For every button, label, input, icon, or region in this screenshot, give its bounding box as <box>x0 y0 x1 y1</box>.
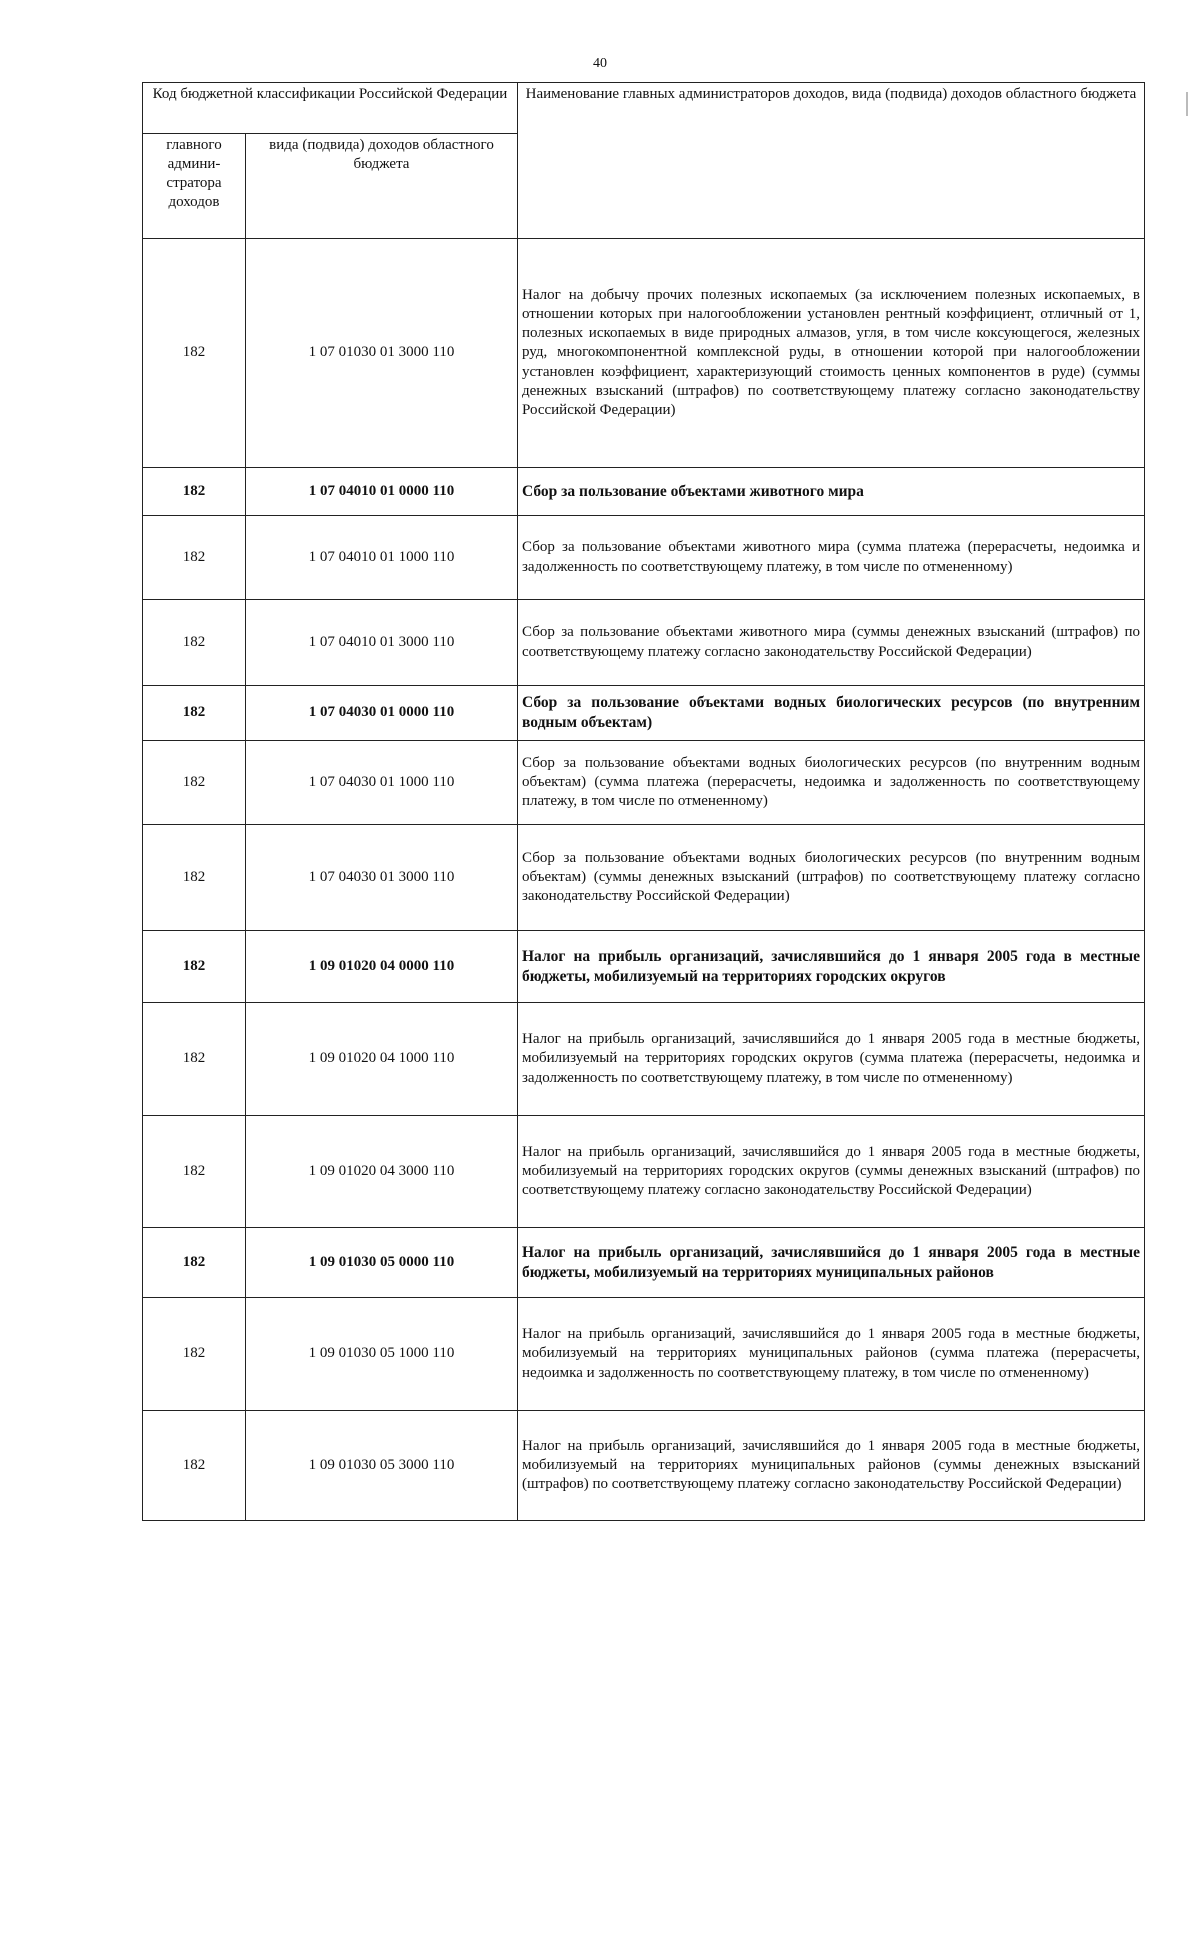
table-row <box>143 931 1145 1003</box>
revenue-code-cell: 1 07 01030 01 3000 110 <box>246 239 518 468</box>
revenue-name-cell: Налог на прибыль организаций, зачислявшийся до 1 января 2005 года в местные бюджеты, мобилизуемый на территориях городских округов <box>518 931 1145 1003</box>
revenue-name-cell: Налог на прибыль организаций, зачислявшийся до 1 января 2005 года в местные бюджеты, мобилизуемый на территориях муниципальных районов (суммы денежных взысканий (штрафов) по соответствующему платежу согласно законодательству Российской Федерации) <box>518 1411 1145 1521</box>
table-row <box>143 1116 1145 1228</box>
revenue-code-cell: 1 07 04010 01 0000 110 <box>246 468 518 516</box>
revenue-name-cell: Сбор за пользование объектами животного мира (суммы денежных взысканий (штрафов) по соответствующему платежу согласно законодательству Российской Федерации) <box>518 600 1145 686</box>
revenue-code-cell: 1 09 01020 04 1000 110 <box>246 1003 518 1116</box>
revenue-code-cell: 1 07 04010 01 3000 110 <box>246 600 518 686</box>
admin-code-cell: 182 <box>143 239 246 468</box>
admin-code-cell: 182 <box>143 741 246 825</box>
admin-code-cell: 182 <box>143 931 246 1003</box>
header-revenue-kind: вида (подвида) доходов областного бюджета <box>246 134 518 239</box>
admin-code-cell: 182 <box>143 1116 246 1228</box>
revenue-code-cell: 1 09 01030 05 1000 110 <box>246 1298 518 1411</box>
table-row <box>143 1298 1145 1411</box>
revenue-name-cell: Сбор за пользование объектами водных биологических ресурсов (по внутренним водным объектам) (сумма платежа (перерасчеты, недоимка и задолженность по соответствующему платежу, в том числе по отмененному) <box>518 741 1145 825</box>
revenue-name-cell: Сбор за пользование объектами водных биологических ресурсов (по внутренним водным объектам) <box>518 686 1145 741</box>
table-row <box>143 468 1145 516</box>
admin-code-cell: 182 <box>143 1411 246 1521</box>
admin-code-cell: 182 <box>143 516 246 600</box>
header-chief-administrator: главного админи-стратора доходов <box>143 134 246 239</box>
admin-code-cell: 182 <box>143 825 246 931</box>
revenue-code-cell: 1 09 01020 04 0000 110 <box>246 931 518 1003</box>
revenue-name-cell: Сбор за пользование объектами водных биологических ресурсов (по внутренним водным объектам) (суммы денежных взысканий (штрафов) по соответствующему платежу согласно законодательству Российской Федерации) <box>518 825 1145 931</box>
admin-code-cell: 182 <box>143 600 246 686</box>
header-administrator-name: Наименование главных администраторов доходов, вида (подвида) доходов областного бюджета <box>518 83 1145 239</box>
revenue-name-cell: Сбор за пользование объектами животного мира <box>518 468 1145 516</box>
admin-code-cell: 182 <box>143 1003 246 1116</box>
revenue-code-cell: 1 09 01030 05 3000 110 <box>246 1411 518 1521</box>
header-budget-classification-code: Код бюджетной классификации Российской Федерации <box>143 83 518 134</box>
revenue-name-cell: Налог на прибыль организаций, зачислявшийся до 1 января 2005 года в местные бюджеты, мобилизуемый на территориях муниципальных районов <box>518 1228 1145 1298</box>
revenue-name-cell: Налог на прибыль организаций, зачислявшийся до 1 января 2005 года в местные бюджеты, мобилизуемый на территориях муниципальных районов (сумма платежа (перерасчеты, недоимка и задолженность по соответствующему платежу, в том числе по отмененному) <box>518 1298 1145 1411</box>
scan-edge-mark <box>1186 92 1188 116</box>
revenue-code-cell: 1 09 01030 05 0000 110 <box>246 1228 518 1298</box>
table-row <box>143 239 1145 468</box>
table-body <box>143 239 1145 1521</box>
revenue-code-cell: 1 07 04030 01 3000 110 <box>246 825 518 931</box>
table-row <box>143 1003 1145 1116</box>
table-row <box>143 741 1145 825</box>
table-row <box>143 516 1145 600</box>
admin-code-cell: 182 <box>143 686 246 741</box>
table-row <box>143 825 1145 931</box>
admin-code-cell: 182 <box>143 1228 246 1298</box>
revenue-name-cell: Налог на прибыль организаций, зачислявшийся до 1 января 2005 года в местные бюджеты, мобилизуемый на территориях городских округов (суммы денежных взысканий (штрафов) по соответствующему платежу согласно законодательству Российской Федерации) <box>518 1116 1145 1228</box>
revenue-name-cell: Налог на прибыль организаций, зачислявшийся до 1 января 2005 года в местные бюджеты, мобилизуемый на территориях городских округов (сумма платежа (перерасчеты, недоимка и задолженность по соответствующему платежу, в том числе по отмененному) <box>518 1003 1145 1116</box>
revenue-code-cell: 1 07 04010 01 1000 110 <box>246 516 518 600</box>
admin-code-cell: 182 <box>143 468 246 516</box>
revenue-classification-table <box>142 82 1145 1521</box>
revenue-name-cell: Налог на добычу прочих полезных ископаемых (за исключением полезных ископаемых, в отношении которых при налогообложении установлен рентный коэффициент, отличный от 1, полезных ископаемых в виде природных алмазов, угля, в том числе коксующегося, железных руд, многокомпонентной комплексной руды, в отношении которой при налогообложении установлен коэффициент, характеризующий стоимость ценных компонентов в руде) (суммы денежных взысканий (штрафов) по соответствующему платежу согласно законодательству Российской Федерации) <box>518 239 1145 468</box>
revenue-code-cell: 1 09 01020 04 3000 110 <box>246 1116 518 1228</box>
table-row <box>143 600 1145 686</box>
admin-code-cell: 182 <box>143 1298 246 1411</box>
table-row <box>143 1411 1145 1521</box>
table-row <box>143 1228 1145 1298</box>
table-row <box>143 686 1145 741</box>
revenue-code-cell: 1 07 04030 01 1000 110 <box>246 741 518 825</box>
revenue-code-cell: 1 07 04030 01 0000 110 <box>246 686 518 741</box>
revenue-name-cell: Сбор за пользование объектами животного мира (сумма платежа (перерасчеты, недоимка и задолженность по соответствующему платежу, в том числе по отмененному) <box>518 516 1145 600</box>
page-number: 40 <box>593 56 607 71</box>
